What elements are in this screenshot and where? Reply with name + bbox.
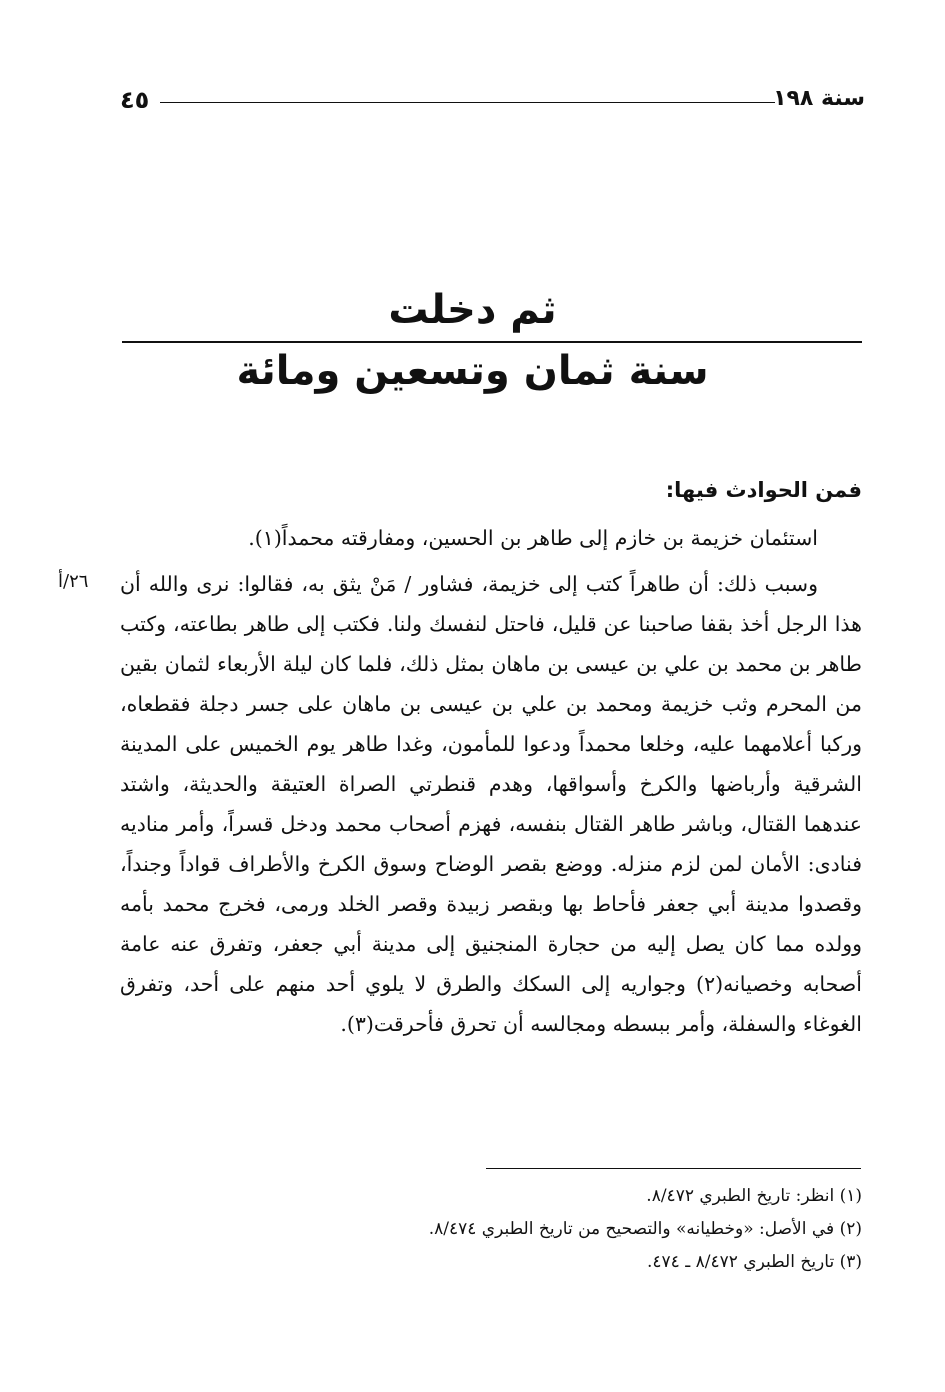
paragraph-2: وسبب ذلك: أن طاهراً كتب إلى خزيمة، فشاور / مَنْ يثق به، فقالوا: نرى والله أن هذا الرجل أخذ بقفا صاحبنا عن قليل، فاحتل لنفسك ولنا. فكتب إلى طاهر بطاعته، وكتب طاهر بن محمد بن علي بن عيسى بن ماهان بمثل ذلك، فلما كان ليلة الأربعاء لثمان بقين من المحرم وثب خزيمة ومحمد بن علي بن عيسى بن ماهان على جسر دجلة فقطعاه، وركبا أعلامهما عليه، وخلعا محمداً ودعوا للمأمون، وغدا طاهر يوم الخميس على المدينة الشرقية وأرباضها والكرخ وأسواقها، وهدم قنطرتي الصراة العتيقة والحديثة، واشتد عندهما القتال، وباشر طاهر القتال بنفسه، فهزم أصحاب محمد ودخل قسراً، وأمر مناديه فنادى: الأمان لمن لزم منزله. ووضع بقصر الوضاح وسوق الكرخ والأطراف قواداً وجنداً، وقصدوا مدينة أبي جعفر فأحاط بها وبقصر زبيدة وقصر الخلد ورمى، فخرج محمد بأمه وولده مما كان يصل إليه من حجارة المنجنيق إلى مدينة أبي جعفر، وتفرق عنه عامة أصحابه وخصيانه(٢) وجواريه إلى السكك والطرق لا يلوي أحد منهم على أحد، وتفرق الغوغاء والسفلة، وأمر ببسطه ومجالسه أن تحرق فأحرقت(٣). [120,572,862,1036]
footnotes [120,1180,862,1279]
title-rule [122,341,862,343]
footnote-2: (٢) في الأصل: «وخطيانه» والتصحيح من تاريخ الطبري ٨/٤٧٤. [428,1219,862,1239]
chapter-title-line-2: سنة ثمان وتسعين ومائة [236,348,709,394]
chapter-title-line-1: ثم دخلت [388,287,557,333]
footnote-1: (١) انظر: تاريخ الطبري ٨/٤٧٢. [646,1186,862,1206]
running-title: سنة ١٩٨ [773,86,865,111]
paragraph-1: استئمان خزيمة بن خازم إلى طاهر بن الحسين، ومفارقته محمداً(١). [248,526,818,550]
body-text [120,470,862,1044]
manuscript-folio-reference: ٢٦/أ [58,571,89,592]
footnote-3: (٣) تاريخ الطبري ٨/٤٧٢ ـ ٤٧٤. [647,1252,862,1272]
header-rule [160,102,775,103]
running-header [120,84,865,124]
footnote-rule [486,1168,861,1169]
page-number: ٤٥ [120,86,150,114]
section-heading: فمن الحوادث فيها: [665,478,862,502]
